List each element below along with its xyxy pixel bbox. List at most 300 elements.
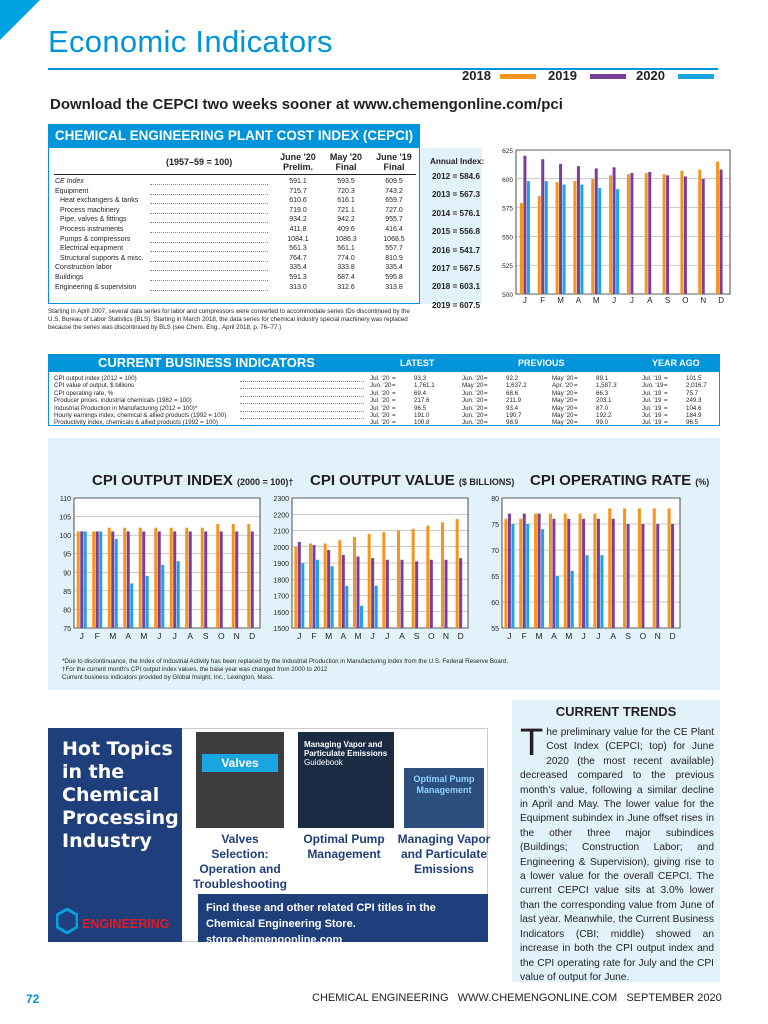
bar-2018: [382, 532, 385, 628]
bar-2018: [593, 514, 596, 628]
bar-2018: [309, 544, 312, 629]
bar-2019: [523, 156, 526, 294]
legend-swatch-2018: [500, 74, 536, 79]
ad-title: Hot Topics in the Chemical Processing Industry: [62, 738, 179, 852]
cepci-row-label: Engineering & supervision: [55, 283, 137, 291]
leader-dots: [150, 261, 268, 262]
bar-2018: [564, 514, 567, 628]
book-caption-vapor: Managing Vapor and Particulate Emissions: [397, 832, 491, 876]
cbi-cell: May '20: [552, 412, 574, 419]
cbi-row-label: CPI output index (2012 = 100): [54, 375, 137, 382]
annual-index-item: 2017 = 567.5: [432, 264, 481, 273]
cbi-cell: Jun. '20: [462, 375, 484, 382]
cepci-monthly-chart: [484, 144, 736, 308]
book-cover-pump-title: Optimal Pump Management: [413, 774, 475, 795]
bar-2019: [158, 531, 161, 628]
x-tick-label: A: [575, 296, 582, 305]
bar-2018: [504, 519, 507, 628]
bar-2019: [684, 176, 687, 294]
cbi-cell: May '20: [552, 389, 574, 397]
book-caption-valves: Valves Selection: Operation and Troubleshooting: [193, 832, 287, 891]
bar-2020: [580, 185, 583, 294]
leader-dots: [150, 280, 268, 281]
bar-2020: [545, 181, 548, 294]
cepci-row-label: Process machinery: [60, 206, 120, 214]
bar-2018: [247, 524, 250, 628]
annual-index-item: 2012 = 584.6: [432, 172, 481, 181]
cepci-cell: 335.4: [289, 264, 307, 272]
bar-2018: [368, 534, 371, 628]
cbi-cell: 190.7: [506, 412, 522, 419]
y-tick-label: 600: [502, 176, 513, 184]
x-tick-label: N: [654, 631, 661, 641]
x-tick-label: S: [664, 296, 671, 305]
cepci-cell: 810.9: [385, 254, 403, 262]
cepci-title: CHEMICAL ENGINEERING PLANT COST INDEX (CEPCI): [48, 124, 420, 148]
y-tick-label: 80: [63, 607, 71, 615]
cbi-cell: May '20: [552, 375, 574, 382]
cepci-cell: 333.8: [337, 264, 355, 272]
ad-cta[interactable]: Find these and other related CPI titles in the Chemical Engineering Store. store.chemengonline.com: [198, 894, 488, 942]
cbi-cell: Jul. '19: [642, 412, 662, 419]
cepci-cell: 335.4: [385, 264, 403, 272]
page-number: 72: [26, 992, 40, 1006]
cepci-cell: 561.1: [337, 245, 355, 253]
cepci-header-rule: [54, 174, 416, 175]
output-value-title: CPI OUTPUT VALUE ($ BILLIONS): [310, 472, 515, 489]
y-tick-label: 500: [502, 292, 513, 299]
cepci-row-label: Pumps & compressors: [60, 235, 131, 243]
x-tick-label: O: [682, 296, 689, 305]
cepci-row-label: Heat exchangers & tanks: [60, 197, 139, 205]
cepci-cell: 591.1: [289, 178, 307, 185]
x-tick-label: O: [217, 631, 225, 641]
output-index-title: CPI OUTPUT INDEX (2000 = 100)†: [92, 472, 294, 489]
legend-year-2020: 2020: [636, 68, 665, 83]
bar-2019: [582, 519, 585, 628]
cbi-cell: =: [392, 412, 396, 419]
x-tick-label: A: [551, 631, 557, 641]
cbi-cell: Jun. '20: [462, 412, 484, 419]
bar-2019: [541, 159, 544, 294]
x-tick-label: D: [669, 631, 676, 641]
bar-2019: [552, 519, 555, 628]
legend-swatch-2019: [590, 74, 626, 79]
cbi-cell: =: [392, 397, 396, 405]
bar-2018: [123, 528, 126, 628]
bar-2018: [154, 528, 157, 628]
bar-2019: [235, 531, 238, 628]
cbi-cell: =: [392, 382, 396, 390]
bar-2018: [534, 514, 537, 628]
cbi-cell: Jul. '19: [642, 419, 662, 427]
cbi-cell: Jun. '20: [462, 404, 484, 412]
x-tick-label: N: [442, 631, 450, 641]
x-tick-label: J: [79, 631, 84, 641]
bar-2019: [720, 170, 723, 294]
cbi-cell: Jun. '20: [462, 389, 484, 397]
bar-2020: [616, 189, 619, 294]
cepci-cell: 610.6: [289, 197, 307, 205]
y-tick-label: 55: [491, 626, 499, 633]
x-tick-label: M: [535, 631, 543, 641]
book-cover-vapor-title: Managing Vapor and Particulate Emissions Guidebook: [304, 740, 388, 767]
leader-dots: [240, 396, 364, 397]
x-tick-label: M: [109, 631, 117, 641]
leader-dots: [240, 411, 364, 412]
bar-2019: [508, 514, 511, 628]
bar-2018: [353, 537, 356, 628]
bar-2019: [111, 531, 114, 628]
annual-index-item: 2018 = 603.1: [432, 282, 481, 292]
bar-2018: [538, 196, 541, 294]
cepci-cell: 721.1: [337, 206, 355, 214]
cepci-cell: 942.2: [337, 216, 355, 224]
leader-dots: [150, 203, 268, 204]
bar-2020: [130, 583, 133, 628]
bar-2019: [597, 519, 600, 628]
x-tick-label: S: [202, 631, 209, 641]
x-tick-label: D: [718, 296, 724, 305]
cbi-header: [48, 354, 720, 372]
bar-2020: [571, 571, 574, 628]
bar-2019: [567, 519, 570, 628]
y-tick-label: 2100: [273, 528, 289, 536]
bar-2019: [445, 560, 448, 628]
y-tick-label: 90: [63, 570, 71, 578]
cbi-cell: Jul. '20: [370, 389, 390, 397]
cbi-cell: 68.6: [506, 389, 519, 397]
title-rule: [48, 68, 718, 70]
bar-2019: [298, 542, 301, 628]
x-tick-label: J: [581, 631, 586, 641]
bar-2018: [668, 508, 671, 628]
bar-2018: [456, 519, 459, 628]
bar-2020: [541, 529, 544, 628]
x-tick-label: S: [413, 631, 420, 641]
cbi-cell: 69.4: [414, 389, 427, 397]
charts-footnote: *Due to discontinuance, the Index of Industrial Activity has been replaced by the Industrial Production in Manufacturing index from the U.S. Federal Reserve Board. †For the current month's CPI output index values, the base year was changed from 2000 to 2012 Current business indicators provided by Global Insight, Inc., Lexington, Mass.: [62, 658, 509, 682]
bar-2019: [357, 557, 360, 629]
cepci-cell: 659.7: [385, 197, 403, 205]
y-tick-label: 2300: [273, 496, 289, 503]
cepci-cell: 616.1: [337, 197, 355, 205]
bar-2019: [612, 519, 615, 628]
cbi-row-label: Industrial Production in Manufacturing (2012 = 100)*: [54, 404, 198, 412]
cbi-cell: Jul. '20: [370, 375, 390, 382]
bar-2019: [648, 172, 651, 294]
x-tick-label: M: [592, 296, 600, 305]
y-tick-label: 1800: [273, 577, 289, 585]
bar-2020: [84, 531, 87, 628]
bar-2018: [139, 528, 142, 628]
cbi-cell: 66.3: [596, 389, 609, 397]
cbi-cell: =: [664, 397, 668, 405]
cbi-cell: 203.1: [596, 397, 612, 405]
annual-index-item: 2014 = 576.1: [432, 208, 481, 218]
x-tick-label: J: [157, 631, 162, 641]
cbi-cell: =: [392, 419, 396, 427]
cbi-cell: =: [484, 389, 488, 397]
cbi-cell: =: [574, 389, 578, 397]
leader-dots: [150, 242, 268, 243]
bar-2020: [600, 555, 603, 628]
annual-index-item: 2015 = 556.8: [432, 227, 481, 237]
cbi-cell: 96.5: [686, 419, 699, 427]
cepci-cell: 416.4: [385, 226, 403, 233]
cbi-row-label: CPI operating rate, %: [54, 389, 114, 397]
x-tick-label: F: [540, 296, 546, 305]
x-tick-label: D: [249, 631, 256, 641]
leader-dots: [150, 290, 268, 291]
bar-2018: [645, 173, 648, 294]
bar-2018: [638, 508, 641, 628]
x-tick-label: F: [311, 631, 317, 641]
cbi-cell: Jul. '20: [370, 412, 390, 419]
cbi-cell: Jun. '20: [462, 397, 484, 405]
cbi-cell: =: [484, 382, 488, 390]
bar-2018: [627, 174, 630, 294]
leader-dots: [240, 388, 364, 389]
cbi-cell: Jun. '19: [642, 382, 664, 390]
cepci-row-label: Construction labor: [55, 264, 112, 272]
leader-dots: [150, 194, 268, 195]
cepci-cell: 313.0: [289, 283, 307, 291]
x-tick-label: F: [521, 631, 527, 641]
bar-2020: [511, 524, 514, 628]
cbi-cell: =: [574, 375, 578, 382]
cbi-cell: 211.9: [506, 397, 522, 405]
bar-2019: [415, 561, 418, 628]
legend-swatch-2020: [678, 74, 714, 79]
bar-2018: [608, 508, 611, 628]
x-tick-label: D: [457, 631, 464, 641]
y-tick-label: 625: [502, 148, 513, 155]
bar-2018: [609, 175, 612, 294]
leader-dots: [150, 222, 268, 223]
y-tick-label: 70: [491, 548, 499, 555]
bar-2018: [663, 174, 666, 294]
bar-2019: [127, 531, 130, 628]
cepci-cell: 595.8: [385, 274, 403, 281]
cbi-cell: May '20: [462, 382, 484, 390]
bar-2020: [527, 181, 530, 294]
cbi-cell: =: [574, 419, 578, 427]
bar-2020: [360, 606, 363, 628]
y-tick-label: 525: [502, 263, 513, 271]
bar-2020: [526, 524, 529, 628]
x-tick-label: J: [612, 296, 617, 305]
cbi-title: CURRENT BUSINESS INDICATORS: [98, 355, 315, 370]
y-tick-label: 105: [59, 514, 71, 522]
y-tick-label: 2200: [273, 512, 289, 520]
bar-2018: [556, 182, 559, 294]
cbi-cell: =: [664, 389, 668, 397]
bar-2020: [146, 576, 149, 628]
cepci-note: Starting in April 2007, several data series for labor and compressors were converted to accommodate series IDs discontinued by the U.S. Bureau of Labor Statistics (BLS). Starting in March 2018, the data series for chemical industry special machinery was replaced because the series was discontinued by BLS (see Chem. Eng., April 2018, p. 76–77.): [48, 308, 410, 332]
y-tick-label: 1700: [273, 593, 289, 601]
y-tick-label: 60: [491, 600, 499, 607]
bar-2020: [316, 560, 319, 628]
x-tick-label: M: [557, 296, 564, 305]
x-tick-label: J: [172, 631, 177, 641]
cbi-cell: =: [664, 412, 668, 419]
bar-2020: [115, 539, 118, 628]
cbi-cell: =: [392, 389, 396, 397]
cbi-cell: 2,016.7: [686, 382, 707, 390]
y-tick-label: 2000: [273, 544, 289, 552]
bar-2019: [342, 555, 345, 628]
y-tick-label: 80: [491, 496, 499, 503]
bar-2018: [426, 526, 429, 628]
x-tick-label: F: [94, 631, 100, 641]
cbi-cell: Apr. '20: [552, 382, 573, 390]
book-cover-valves[interactable]: [196, 732, 284, 828]
cbi-cell: Jun. '20: [370, 382, 392, 390]
x-tick-label: A: [647, 296, 653, 305]
cbi-cell: 96.5: [414, 404, 427, 412]
bar-2018: [294, 547, 297, 628]
leader-dots: [240, 418, 364, 419]
bar-2020: [375, 586, 378, 628]
annual-index-item: 2016 = 541.7: [432, 245, 481, 255]
cbi-cell: 1,587.3: [596, 382, 617, 390]
bar-2020: [556, 576, 559, 628]
legend-year-2019: 2019: [548, 68, 577, 83]
x-tick-label: J: [297, 631, 302, 641]
cbi-cell: =: [664, 375, 668, 382]
cepci-cell: 313.8: [385, 283, 403, 291]
cbi-yearago-head: YEAR AGO: [652, 358, 700, 368]
book-cover-vapor-pump[interactable]: [298, 732, 394, 828]
cbi-cell: 92.2: [506, 375, 519, 382]
cepci-cell: 727.0: [385, 206, 403, 214]
y-tick-label: 65: [491, 574, 499, 581]
cbi-cell: 184.9: [686, 412, 702, 419]
bar-2018: [232, 524, 235, 628]
bar-2019: [671, 524, 674, 628]
y-tick-label: 110: [59, 496, 71, 503]
bar-2019: [251, 531, 254, 628]
bar-2018: [680, 171, 683, 294]
y-tick-label: 550: [502, 234, 513, 242]
y-tick-label: 575: [502, 205, 513, 213]
cbi-cell: Jun. '20: [462, 419, 484, 427]
download-link[interactable]: Download the CEPCI two weeks sooner at www.chemengonline.com/pci: [50, 96, 563, 113]
bar-2018: [698, 170, 701, 294]
x-tick-label: J: [507, 631, 512, 641]
y-tick-label: 1600: [273, 609, 289, 617]
bar-2019: [430, 560, 433, 628]
x-tick-label: J: [596, 631, 601, 641]
cbi-cell: Jul. '19: [642, 404, 662, 412]
bar-2019: [96, 531, 99, 628]
bar-2018: [397, 531, 400, 629]
cepci-col2-head: May '20 Final: [329, 152, 363, 172]
cepci-cell: 609.5: [385, 178, 403, 185]
x-tick-label: A: [340, 631, 347, 641]
bar-2018: [324, 544, 327, 629]
bar-2019: [327, 550, 330, 628]
cepci-cell: 774.0: [337, 254, 355, 262]
x-tick-label: M: [325, 631, 333, 641]
bar-2019: [523, 514, 526, 628]
cepci-cell: 409.6: [337, 226, 355, 233]
cepci-col1-head: June '20 Prelim.: [280, 152, 316, 172]
bar-2018: [201, 528, 204, 628]
bar-2018: [441, 522, 444, 628]
cepci-cell: 743.2: [385, 187, 403, 195]
cepci-row-label: Buildings: [55, 274, 84, 281]
annual-index-item: 2013 = 567.3: [432, 190, 481, 200]
bar-2019: [80, 531, 83, 628]
cbi-cell: May '20: [552, 404, 574, 412]
cepci-base: (1957–59 = 100): [166, 157, 233, 167]
page-title: Economic Indicators: [48, 24, 333, 59]
x-tick-label: A: [125, 631, 132, 641]
y-tick-label: 75: [63, 626, 71, 633]
cepci-cell: 715.7: [289, 187, 307, 195]
cbi-cell: 100.8: [414, 419, 430, 427]
book-cover-pump[interactable]: [404, 768, 484, 828]
leader-dots: [150, 184, 268, 185]
cepci-cell: 720.3: [337, 187, 355, 195]
cbi-cell: 104.6: [686, 404, 702, 412]
bar-2019: [538, 514, 541, 628]
bar-2019: [386, 560, 389, 628]
cbi-cell: =: [574, 412, 578, 419]
cbi-cell: =: [484, 397, 488, 405]
bar-2018: [77, 531, 80, 628]
bar-2019: [656, 524, 659, 628]
leader-dots: [240, 381, 364, 382]
cbi-cell: Jul. '19: [642, 397, 662, 405]
cbi-cell: =: [664, 404, 668, 412]
cepci-row-label: Equipment: [55, 187, 89, 195]
x-tick-label: J: [385, 631, 390, 641]
y-tick-label: 1500: [273, 626, 289, 633]
corner-accent: [0, 0, 40, 40]
bar-2018: [623, 508, 626, 628]
annual-index-title: Annual Index:: [430, 157, 485, 166]
bar-2020: [177, 561, 180, 628]
x-tick-label: J: [629, 296, 634, 305]
bar-2018: [108, 528, 111, 628]
bar-2018: [92, 531, 95, 628]
cbi-row-label: Hourly earnings index, chemical & allied products (1992 = 100): [54, 412, 227, 419]
cbi-cell: =: [484, 404, 488, 412]
cbi-cell: Jul. '20: [370, 404, 390, 412]
cepci-cell: 1068.5: [383, 235, 405, 243]
cepci-row-label: Structural supports & misc.: [60, 254, 144, 262]
cbi-latest-head: LATEST: [400, 358, 435, 368]
bar-2019: [613, 167, 616, 294]
plot-area: [516, 150, 730, 294]
bar-2019: [189, 531, 192, 628]
chemical-engineering-logo: CHEMICAL ENGINEERING: [56, 906, 186, 938]
bar-2019: [627, 524, 630, 628]
cbi-cell: 99.0: [596, 419, 609, 427]
x-tick-label: A: [610, 631, 617, 641]
cbi-cell: =: [664, 382, 668, 390]
bar-2018: [412, 529, 415, 628]
x-tick-label: A: [187, 631, 194, 641]
cbi-cell: =: [392, 404, 396, 412]
x-tick-label: O: [639, 631, 647, 641]
cepci-cell: 764.7: [289, 254, 307, 262]
x-tick-label: A: [399, 631, 405, 641]
book-cover-valves-title: Valves: [202, 754, 278, 772]
